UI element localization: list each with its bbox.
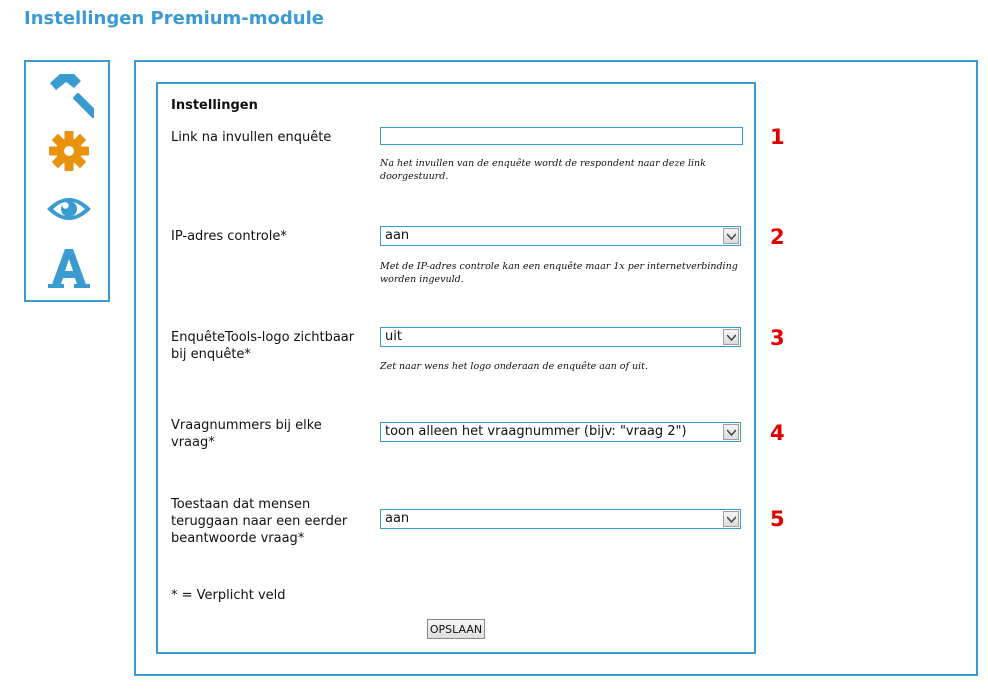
hammer-icon[interactable] [44,68,94,118]
gear-icon[interactable] [44,126,94,176]
eye-icon[interactable] [44,184,94,234]
chevron-down-icon[interactable] [723,511,739,527]
font-icon[interactable] [44,242,94,292]
marker-5: 5 [770,507,785,531]
allow-back-label: Toestaan dat mensen teruggaan naar een eerder beantwoorde vraag* [171,497,348,546]
question-numbers-select[interactable] [380,422,741,442]
ip-check-value: aan [385,228,410,243]
redirect-link-label: Link na invullen enquête [171,130,332,145]
marker-3: 3 [770,326,785,350]
ip-check-help: Met de IP-adres controle kan een enquête maar 1x per internetverbinding worden ingevuld. [380,261,738,285]
page-title: Instellingen Premium-module [24,8,324,29]
redirect-link-input[interactable] [380,127,743,145]
marker-1: 1 [770,125,785,149]
logo-visible-value: uit [385,329,402,344]
logo-visible-help: Zet naar wens het logo onderaan de enquête aan of uit. [380,361,648,372]
ip-check-select[interactable] [380,226,741,246]
chevron-down-icon[interactable] [723,228,739,244]
sidebar [24,60,110,302]
redirect-link-help: Na het invullen van de enquête wordt de respondent naar deze link doorgestuurd. [380,158,706,182]
allow-back-select[interactable] [380,509,741,529]
question-numbers-value: toon alleen het vraagnummer (bijv: "vraag 2") [385,424,687,439]
chevron-down-icon[interactable] [723,424,739,440]
logo-visible-label: EnquêteTools-logo zichtbaar bij enquête* [171,330,355,362]
chevron-down-icon[interactable] [723,329,739,345]
ip-check-label: IP-adres controle* [171,229,287,244]
marker-4: 4 [770,421,785,445]
marker-2: 2 [770,225,785,249]
logo-visible-select[interactable] [380,327,741,347]
settings-title: Instellingen [171,98,258,113]
required-note: * = Verplicht veld [171,588,286,603]
save-button[interactable]: OPSLAAN [427,619,485,639]
allow-back-value: aan [385,511,410,526]
question-numbers-label: Vraagnummers bij elke vraag* [171,418,322,450]
